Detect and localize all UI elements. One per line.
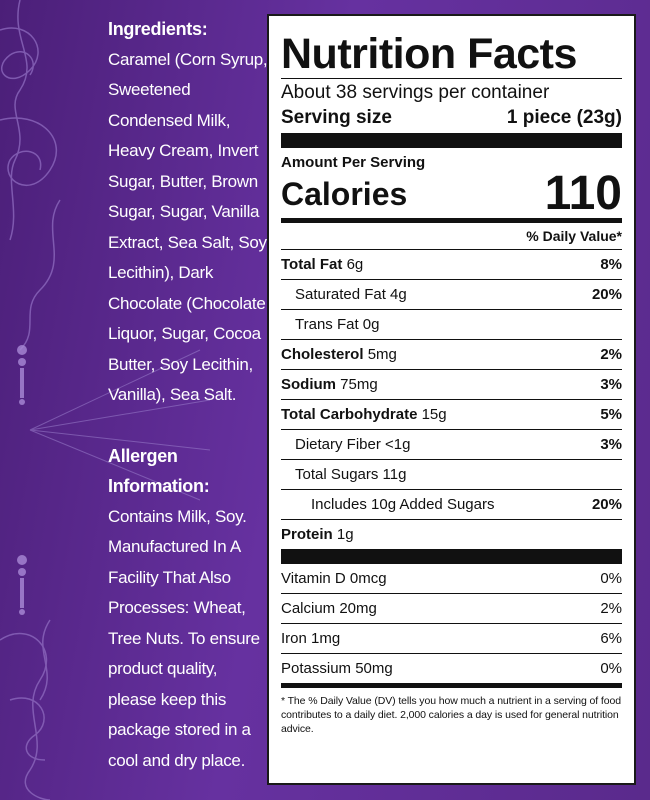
protein-row: [281, 519, 622, 549]
nutrient-name: Trans Fat 0g: [295, 316, 380, 333]
serving-size-value: 1 piece (23g): [506, 107, 622, 128]
total-fat-row: [281, 249, 622, 279]
vitamin-d-row: [281, 564, 622, 593]
nutrient-amount: 1g: [336, 526, 354, 543]
trans-fat-row: [281, 309, 622, 339]
calories-value: 110: [544, 167, 622, 220]
amount-per-serving: Amount Per Serving: [281, 154, 426, 171]
nutrient-name: Vitamin D 0mcg: [281, 570, 387, 587]
nutrient-name: Dietary Fiber <1g: [295, 436, 411, 453]
nutrient-pct: 3%: [600, 376, 622, 393]
allergen-text: Contains Milk, Soy. Manufactured In A Facility That Also Processes: Wheat, Tree Nuts. To ensure product quality, please keep this package stored in a cool and dry place.: [108, 506, 260, 770]
nutrient-name: Saturated Fat 4g: [295, 286, 407, 303]
nutrient-amount: 5mg: [367, 346, 397, 363]
total-sugars-row: [281, 459, 622, 489]
ingredients-heading: Ingredients:: [108, 19, 208, 39]
nutrient-amount: 6g: [346, 256, 364, 273]
daily-value-header: % Daily Value*: [526, 228, 622, 244]
nutrient-pct: 2%: [600, 600, 622, 617]
nutrient-name: Total Carbohydrate: [281, 406, 418, 423]
serving-size-row: [281, 105, 622, 133]
added-sugars-row: [281, 489, 622, 519]
nutrient-pct: 8%: [600, 256, 622, 273]
nutrient-name: Total Sugars 11g: [295, 466, 407, 483]
calories-row: [281, 167, 622, 220]
daily-value-footnote: * The % Daily Value (DV) tells you how much a nutrient in a serving of food contributes to a daily diet. 2,000 calories a day is used for general nutrition advice.: [281, 695, 621, 735]
servings-per-container: About 38 servings per container: [281, 82, 550, 103]
nutrient-pct: 0%: [600, 570, 622, 587]
dietary-fiber-row: [281, 429, 622, 459]
cholesterol-row: [281, 339, 622, 369]
calories-label: Calories: [281, 176, 408, 212]
product-info-column: [108, 14, 268, 776]
ingredients-text: Caramel (Corn Syrup, Sweetened Condensed Milk, Heavy Cream, Invert Sugar, Butter, Brown Sugar, Sugar, Vanilla Extract, Sea Salt, Soy Lecithin), Dark Chocolate (Chocolate Liquor, Sugar, Cocoa Butter, Soy Lecithin, Vanilla), Sea Salt.: [108, 49, 268, 404]
iron-row: [281, 623, 622, 653]
serving-size-label: Serving size: [281, 107, 392, 128]
nutrient-pct: 20%: [591, 496, 622, 513]
nutrient-name: Iron 1mg: [281, 630, 341, 647]
nutrient-pct: 6%: [600, 630, 622, 647]
nutrient-name: Calcium 20mg: [281, 600, 377, 617]
nutrient-name: Protein: [281, 526, 333, 543]
nutrient-amount: 15g: [421, 406, 447, 423]
nutrient-name: Sodium: [281, 376, 336, 393]
nutrient-pct: 3%: [600, 436, 622, 453]
saturated-fat-row: [281, 279, 622, 309]
potassium-row: [281, 653, 622, 683]
calcium-row: [281, 593, 622, 623]
allergen-heading: Allergen Information:: [108, 445, 210, 496]
nutrient-amount: 75mg: [340, 376, 378, 393]
nutrient-pct: 2%: [600, 346, 622, 363]
nutrient-name: Cholesterol: [281, 346, 364, 363]
nutrient-name: Total Fat: [281, 256, 343, 273]
nutrition-facts-label: [267, 14, 636, 785]
total-carbohydrate-row: [281, 399, 622, 429]
nutrient-name: Potassium 50mg: [281, 660, 393, 677]
nutrient-name: Includes 10g Added Sugars: [311, 496, 495, 513]
nutrition-facts-title: Nutrition Facts: [281, 30, 577, 78]
sodium-row: [281, 369, 622, 399]
nutrient-pct: 5%: [600, 406, 622, 423]
nutrient-pct: 0%: [600, 660, 622, 677]
nutrient-pct: 20%: [591, 286, 622, 303]
